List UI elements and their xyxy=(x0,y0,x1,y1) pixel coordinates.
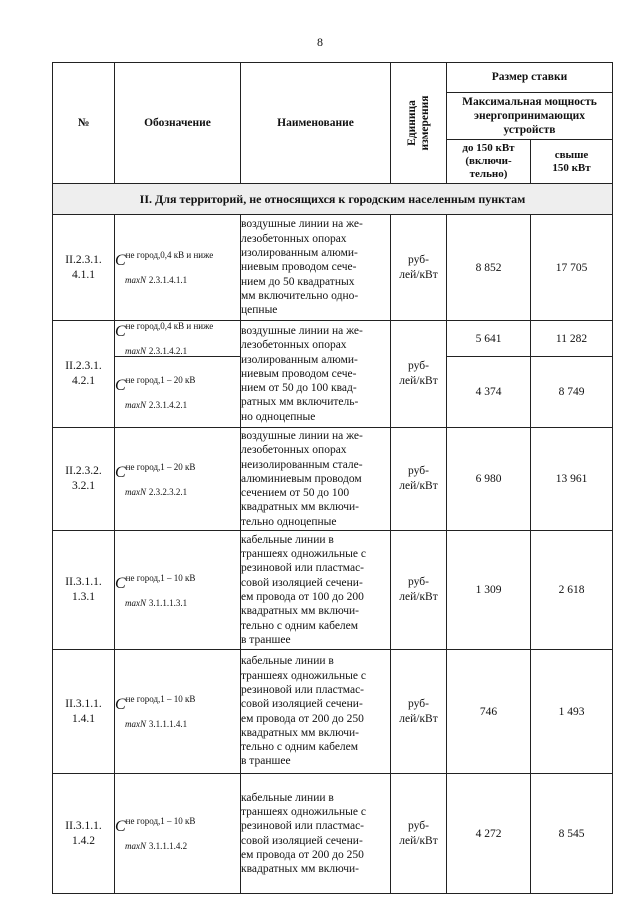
row-name: воздушные линии на же- лезобетонных опорах неизолированным стале- алюминиевым проводом сечением от 50 до 100 квадратных мм включи- тельно одноцепные xyxy=(241,428,391,531)
section-title: II. Для территорий, не относящихся к городским населенным пунктам xyxy=(53,184,613,215)
value-over-150: 8 749 xyxy=(531,357,613,428)
designation-formula xyxy=(115,650,241,774)
table-row xyxy=(53,650,613,774)
formula-subscript: 3.1.1.1.3.1 xyxy=(148,597,188,608)
value-over-150: 13 961 xyxy=(531,428,613,531)
header-unit-text: Единица измерения xyxy=(405,95,431,151)
row-unit: руб- лей/кВт xyxy=(391,428,447,531)
formula-subscript: 2.3.1.4.1.1 xyxy=(148,275,188,285)
formula-symbol: C xyxy=(115,818,126,835)
row-unit: руб- лей/кВт xyxy=(391,774,447,894)
designation-formula xyxy=(115,428,241,531)
formula-symbol: C xyxy=(115,696,126,713)
formula-superscript: не город,1 – 10 кВ xyxy=(125,816,196,826)
formula-sub-prefix: maxN xyxy=(125,719,146,729)
header-over-150: свыше 150 кВт xyxy=(531,140,613,184)
formula-symbol: C xyxy=(115,376,126,394)
value-over-150: 2 618 xyxy=(531,531,613,650)
table-row xyxy=(53,774,613,894)
formula-sub-prefix: maxN xyxy=(125,841,146,851)
value-upto-150: 4 374 xyxy=(447,357,531,428)
table-row xyxy=(53,531,613,650)
formula-sub-prefix: maxN xyxy=(125,275,146,285)
header-max-power: Максимальная мощность энергопринимающих устройств xyxy=(447,92,613,140)
formula-superscript: не город,1 – 10 кВ xyxy=(125,694,196,704)
formula-superscript: не город,1 – 10 кВ xyxy=(125,572,196,583)
row-name: воздушные линии на же- лезобетонных опорах изолированным алюми- ниевым проводом сече- нием от 50 до 100 квад- ратных мм включитель- но одноцепные xyxy=(241,321,391,428)
row-unit: руб- лей/кВт xyxy=(391,531,447,650)
value-over-150: 11 282 xyxy=(531,321,613,357)
formula-subscript: 2.3.2.3.2.1 xyxy=(148,486,188,497)
formula-subscript: 2.3.1.4.2.1 xyxy=(148,346,188,356)
value-upto-150: 746 xyxy=(447,650,531,774)
row-unit: руб- лей/кВт xyxy=(391,321,447,428)
designation-formula xyxy=(115,321,241,357)
row-name: воздушные линии на же- лезобетонных опорах изолированным алюми- ниевым проводом сече- нием до 50 квадратных мм включительно одно- цепные xyxy=(241,215,391,321)
row-number: II.2.3.2. 3.2.1 xyxy=(53,428,115,531)
table-row xyxy=(53,215,613,321)
value-over-150: 17 705 xyxy=(531,215,613,321)
row-number: II.3.1.1. 1.3.1 xyxy=(53,531,115,650)
designation-formula xyxy=(115,215,241,321)
row-number: II.3.1.1. 1.4.1 xyxy=(53,650,115,774)
formula-symbol: C xyxy=(115,574,126,592)
value-upto-150: 8 852 xyxy=(447,215,531,321)
table-row xyxy=(53,321,613,357)
row-number: II.3.1.1. 1.4.2 xyxy=(53,774,115,894)
header-designation: Обозначение xyxy=(115,63,241,184)
header-unit xyxy=(391,63,447,184)
value-over-150: 8 545 xyxy=(531,774,613,894)
designation-formula xyxy=(115,774,241,894)
header-name: Наименование xyxy=(241,63,391,184)
row-unit: руб- лей/кВт xyxy=(391,650,447,774)
formula-subscript: 3.1.1.1.4.1 xyxy=(148,719,188,729)
table-row xyxy=(53,428,613,531)
formula-sub-prefix: maxN xyxy=(125,346,146,356)
value-upto-150: 6 980 xyxy=(447,428,531,531)
page-number: 8 xyxy=(317,35,323,49)
row-name: кабельные линии в траншеях одножильные с резиновой или пластмас- совой изоляцией сечени- ем провода от 200 до 250 квадратных мм включи- тельно с одним кабелем в траншее xyxy=(241,650,391,774)
row-number: II.2.3.1. 4.1.1 xyxy=(53,215,115,321)
value-upto-150: 5 641 xyxy=(447,321,531,357)
header-number: № xyxy=(53,63,115,184)
header-rate: Размер ставки xyxy=(447,63,613,93)
row-unit: руб- лей/кВт xyxy=(391,215,447,321)
row-number: II.2.3.1. 4.2.1 xyxy=(53,321,115,428)
row-name: кабельные линии в траншеях одножильные с резиновой или пластмас- совой изоляцией сечени- ем провода от 200 до 250 квадратных мм включи- xyxy=(241,774,391,894)
formula-sub-prefix: maxN xyxy=(125,597,146,608)
formula-sub-prefix: maxN xyxy=(125,486,146,497)
designation-formula xyxy=(115,531,241,650)
formula-subscript: 3.1.1.1.4.2 xyxy=(148,841,188,851)
row-name: кабельные линии в траншеях одножильные с резиновой или пластмас- совой изоляцией сечени- ем провода от 100 до 200 квадратных мм включи- тельно с одним кабелем в траншее xyxy=(241,531,391,650)
header-upto-150: до 150 кВт (включи- тельно) xyxy=(447,140,531,184)
value-over-150: 1 493 xyxy=(531,650,613,774)
tariff-table xyxy=(52,62,613,894)
formula-sub-prefix: maxN xyxy=(125,399,146,410)
formula-superscript: не город,1 – 20 кВ xyxy=(125,374,196,385)
designation-formula xyxy=(115,357,241,428)
formula-symbol: C xyxy=(115,252,126,269)
formula-superscript: не город,1 – 20 кВ xyxy=(125,461,196,472)
formula-symbol: C xyxy=(115,463,126,481)
formula-symbol: C xyxy=(115,323,126,340)
formula-superscript: не город,0,4 кВ и ниже xyxy=(125,250,214,260)
value-upto-150: 1 309 xyxy=(447,531,531,650)
value-upto-150: 4 272 xyxy=(447,774,531,894)
formula-subscript: 2.3.1.4.2.1 xyxy=(148,399,188,410)
formula-superscript: не город,0,4 кВ и ниже xyxy=(125,321,214,331)
